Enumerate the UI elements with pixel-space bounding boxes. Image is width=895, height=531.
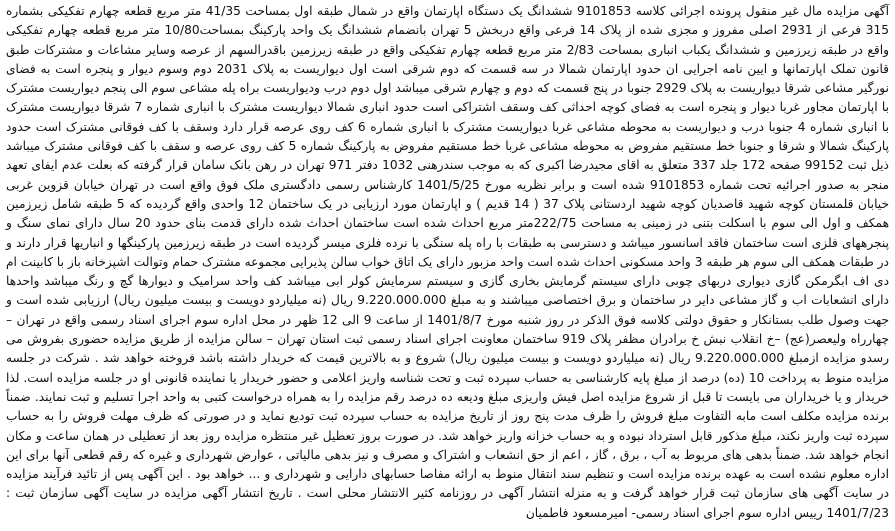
auction-notice-text: آگهی مزایده مال غیر منقول پرونده اجرائی کلاسه 9101853 ششدانگ یک دستگاه اپارتمان واقع در شمال طبقه اول بمساحت 41/35 متر مربع قطعه چهارم تفکیکی بشماره 315 فرعی از 2931 اصلی مفروز و مجزی شده از پلاک 14 فرعی واقع دربخش 5 تهران بانضمام ششدانگ یک واحد پارکینگ بمساحت10/80 متر مربع قطعه چهارم تفکیکی واقع در طبقه زیرزمین و ششدانگ یکباب انباری بمساحت 2/83 متر مربع قطعه چهارم تفکیکی واقع در طبقه زیرزمین باقدرالسهم از عرصه وسایر مشاعات و مشترکات طبق قانون تملک اپارتمانها و ایین نامه اجرایی ان حدود اپارتمان شمالا در سه قسمت که دوم شرقی است اول دیواریست به پلاک 2031 دوم وسوم دیوار و پنجره است به فضای نورگیر مشاعی شرقا دیواریست به پلاک 2929 جنوبا در پنج قسمت که دوم و چهارم شرقی میباشد اول دوم درب ودیواریست براه پله مشاعی سوم الی پنجم دیواریست مشترک با اپارتمان مجاور غربا دیوار و پنجره است به فضای کوچه احداثی کف وسقف اشتراکی است حدود انباری شمالا دیواریست مشترک با انباری شماره 7 شرقا دیواریست مشترک با انباری شماره 4 جنوبا درب و دیواریست به محوطه مشاعی غربا دیواریست مشترک با انباری شماره 6 کف روی عرصه قرار دارد وسقف با کف فوقانی مشترک است حدود پارکینگ شمالا و شرقا و جنوبا خط مستقیم مفروض به محوطه مشاعی غربا خط مستقیم مفروض به پارکینگ شماره 5 کف روی عرصه و سقف با کف فوقانی مشترک میباشد ذیل ثبت 99152 صفحه 172 جلد 337 متعلق به اقای مجیدرضا اکبری که به موجب سندرهنی 1032 دفتر 971 تهران در رهن بانک سامان قرار گرفته که بعلت عدم ایفای تعهد منجر به صدور اجرائیه تحت شماره 9101853 شده است و برابر نظریه مورخ 1401/5/25 کارشناس رسمی دادگستری ملک فوق واقع است در تهران خیابان قزوین غربی خیابان قلمستان کوچه شهید قاصدیان کوچه شهید اردستانی پلاک 37 ( 14 قدیم ) و اپارتمان مورد ارزیابی در یک ساختمان 12 واحدی واقع گردیده که 5 طبقه شامل زیرزمین همکف و اول الی سوم با اسکلت بتنی در زمینی به مساحت 222/75متر مربع احداث شده است ساختمان احداث شده دارای قدمت بنای حدود 20 سال دارای نمای سنگ و پنجرههای فلزی است ساختمان فاقد اسانسور میباشد و دسترسی به طبقات با راه پله سنگی با نرده فلزی میسر گردیده است در طبقه زیرزمین پارکینگها و انباریها قرار دارند و در طبقات همکف الی سوم هر طبقه 3 واحد مسکونی احداث شده است واحد مزبور دارای یک اتاق خواب سالن پذیرایی مجموعه مشترک حمام وتوالت اشپزخانه باز با کابینت ام دی اف ابگرمکن گازی دیواری دربهای چوبی دارای سیستم گرمایش بخاری گازی و سیستم سرمایش کولر ابی میباشد کف واحد سرامیک و دیوارها گچ و رنگ میباشد واحدها دارای انشعابات اب و گاز مشاعی دایر در ساختمان و برق اختصاصی میباشند و به مبلغ 9.220.000.000 ریال (نه میلیاردو دویست و بیست میلیون ریال) ارزیابی شده است و جهت وصول طلب بستانکار و حقوق دولتی کلاسه فوق الذکر در روز شنبه مورخ 1401/8/7 از ساعت 9 الی 12 ظهر در محل اداره سوم اجرای اسناد رسمی واقع در تهران – چهارراه ولیعصر(عج) –خ انقلاب نبش خ برادران مظفر پلاک 919 ساختمان معاونت اجرای اسناد رسمی ثبت استان تهران – سالن مزایده از طریق مزایده حضوری بفروش می رسدو مزایده ازمبلغ 9.220.000.000 ریال (نه میلیاردو دویست و بیست میلیون ریال) شروع و به بالاترین قیمت که خریدار داشته باشد فروخته خواهد شد . شرکت در جلسه مزایده منوط به پرداخت 10 (ده) درصد از مبلغ پایه کارشناسی به حساب سپرده ثبت و تحت شناسه واریز اعلامی و حضور خریدار یا نماینده قانونی او در جلسه مزایده است. لذا خریدار و یا خریداران می بایست تا قبل از شروع مزایده اصل فیش واریزی مبلغ ودیعه ده درصد رقم مزایده را به همراه درخواست کتبی به واحد اجرا تسلیم و ثبت نمایند. ضمناً برنده مزایده مکلف است مابه التفاوت مبلغ فروش را ظرف مدت پنج روز از تاریخ مزایده به حساب سپرده ثبت تودیع نماید و در صورتی که ظرف مهلت فروش را به حساب سپرده ثبت واریز نکند، مبلغ مذکور قابل استرداد نبوده و به حساب خزانه واریز خواهد شد. در صورت بروز تعطیل غیر منتظره مزایده روز بعد از تعطیلی در همان ساعت و مکان انجام خواهد شد. ضمناً بدهی های مربوط به آب ، برق ، گاز ، اعم از حق انشعاب و اشتراک و مصرف و نیز بدهی مالیاتی ، عوارض شهرداری و غیره که رقم قطعی آنها برای این اداره معلوم نشده است به عهده برنده مزایده است و تنظیم سند انتقال منوط به ارائه مفاصا حسابهای دارایی و شهرداری و ... خواهد بود . این آگهی پس از تائید فرآیند مزایده در سایت آگهی های سازمان ثبت قرار خواهد گرفت و به منزله انتشار آگهی در روزنامه کثیر الانتشار محلی است . تاریخ انتشار آگهی مزایده در سایت آگهی سازمان ثبت : 1401/7/23 رییس اداره سوم اجرای اسناد رسمی- امیرمسعود فاطمیان <box>6 4 890 520</box>
